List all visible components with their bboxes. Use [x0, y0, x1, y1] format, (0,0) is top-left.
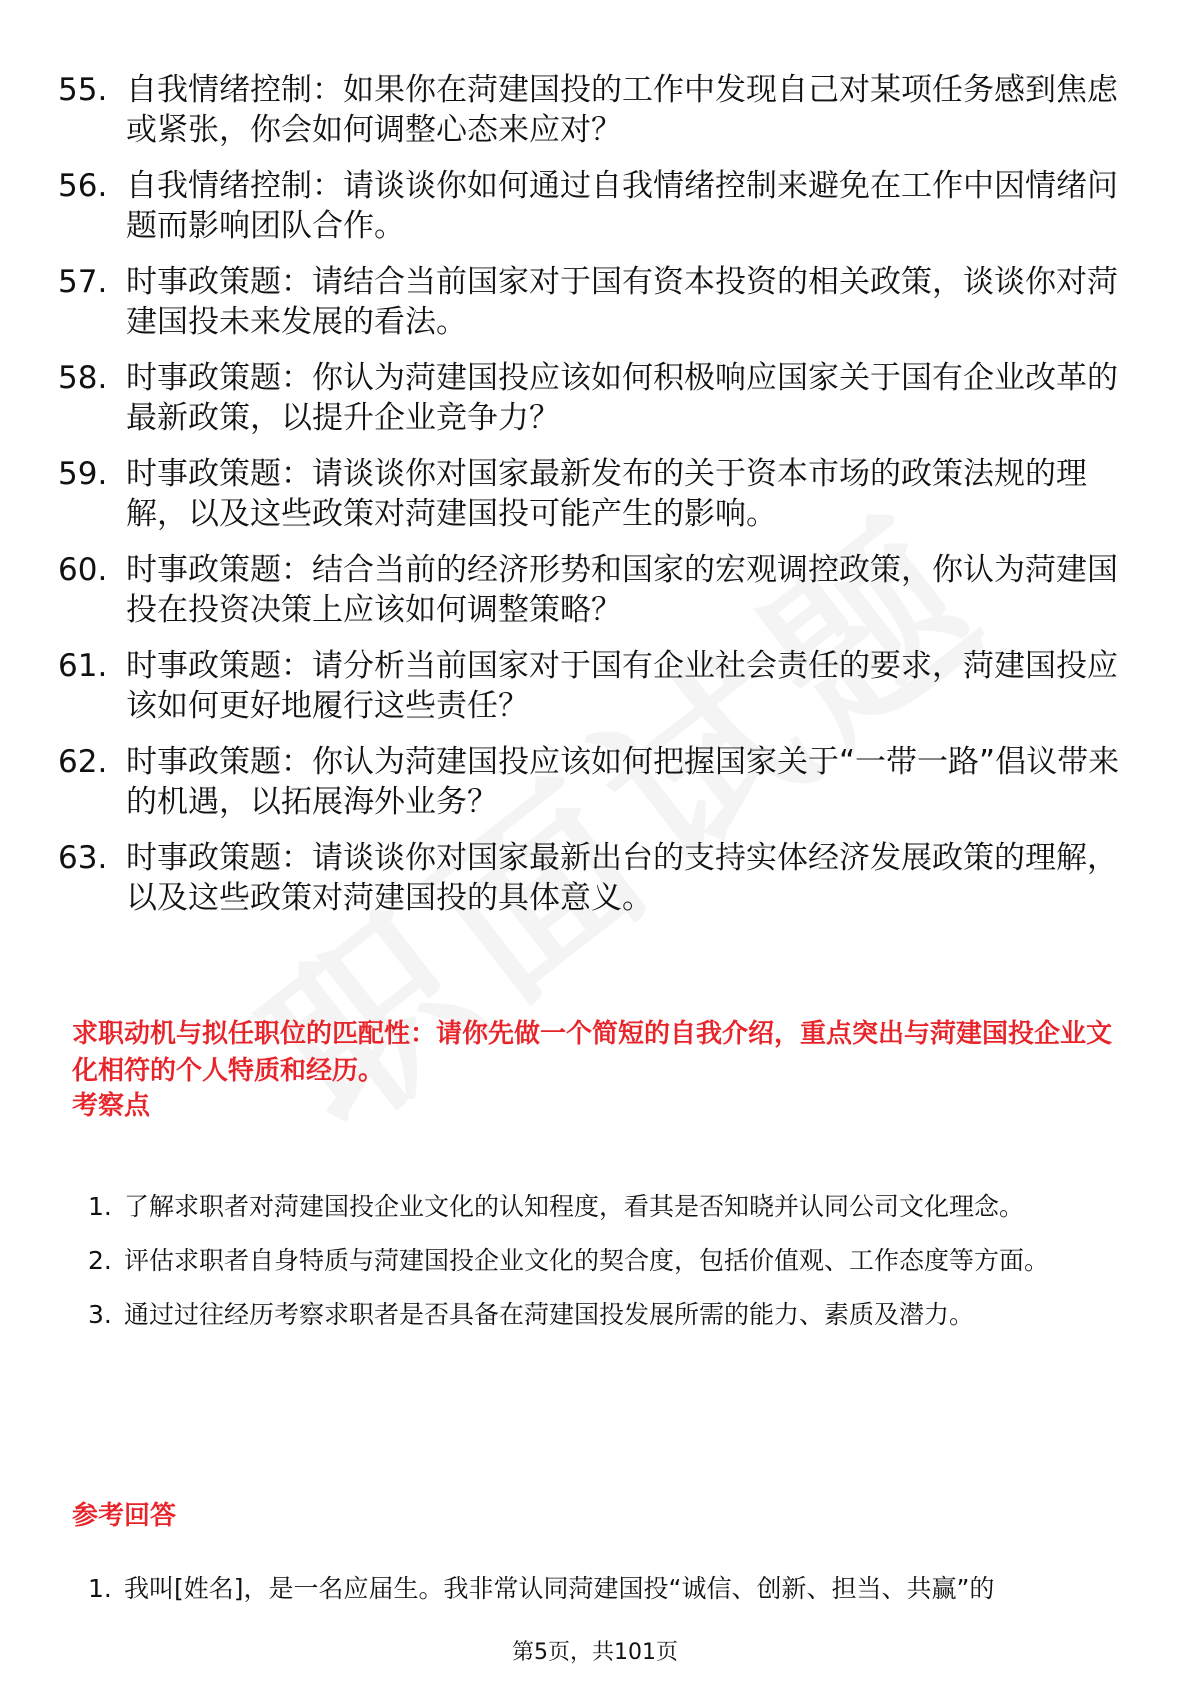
question-text: 时事政策题：你认为菏建国投应该如何积极响应国家关于国有企业改革的最新政策，以提升企业竞争力？: [126, 360, 1118, 436]
list-item-number: 2.: [88, 1246, 112, 1275]
question-number: 57.: [58, 264, 108, 300]
question-text: 时事政策题：请分析当前国家对于国有企业社会责任的要求，菏建国投应该如何更好地履行这些责任？: [126, 648, 1118, 724]
question-item: [0, 742, 1190, 822]
question-item: [0, 262, 1190, 342]
question-text: 时事政策题：请谈谈你对国家最新出台的支持实体经济发展政策的理解，以及这些政策对菏建国投的具体意义。: [126, 840, 1118, 916]
question-number: 56.: [58, 168, 108, 204]
question-item: [0, 646, 1190, 726]
list-item-text: 我叫[姓名]，是一名应届生。我非常认同菏建国投“诚信、创新、担当、共赢”的: [124, 1574, 995, 1603]
section-heading: 求职动机与拟任职位的匹配性：请你先做一个简短的自我介绍，重点突出与菏建国投企业文化相符的个人特质和经历。: [72, 1019, 1113, 1086]
question-text: 自我情绪控制：请谈谈你如何通过自我情绪控制来避免在工作中因情绪问题而影响团队合作。: [126, 168, 1118, 244]
question-number: 60.: [58, 552, 108, 588]
question-text: 时事政策题：请结合当前国家对于国有资本投资的相关政策，谈谈你对菏建国投未来发展的看法。: [126, 264, 1118, 340]
question-item: [0, 358, 1190, 438]
question-number: 63.: [58, 840, 108, 876]
list-item: [0, 1234, 1190, 1288]
question-text: 时事政策题：你认为菏建国投应该如何把握国家关于“一带一路”倡议带来的机遇，以拓展海外业务？: [126, 744, 1120, 820]
question-text: 时事政策题：请谈谈你对国家最新发布的关于资本市场的政策法规的理解，以及这些政策对菏建国投可能产生的影响。: [126, 456, 1087, 532]
question-number: 62.: [58, 744, 108, 780]
question-number: 55.: [58, 72, 108, 108]
list-item: [0, 1180, 1190, 1234]
question-item: [0, 454, 1190, 534]
question-number: 59.: [58, 456, 108, 492]
page-footer: 第5页，共101页: [512, 1640, 678, 1665]
list-item-text: 了解求职者对菏建国投企业文化的认知程度，看其是否知晓并认同公司文化理念。: [124, 1192, 1025, 1221]
question-number: 58.: [58, 360, 108, 396]
list-item-number: 1.: [88, 1192, 112, 1221]
examine-title: 考察点: [72, 1091, 151, 1121]
list-item: [0, 1288, 1190, 1342]
question-text: 时事政策题：结合当前的经济形势和国家的宏观调控政策，你认为菏建国投在投资决策上应该如何调整策略？: [126, 552, 1118, 628]
question-item: [0, 550, 1190, 630]
question-number: 61.: [58, 648, 108, 684]
question-item: [0, 70, 1190, 150]
answer-title: 参考回答: [72, 1501, 177, 1531]
question-list: [0, 70, 1190, 934]
question-item: [0, 166, 1190, 246]
question-text: 自我情绪控制：如果你在菏建国投的工作中发现自己对某项任务感到焦虑或紧张，你会如何调整心态来应对？: [126, 72, 1118, 148]
list-item: [0, 1562, 1190, 1616]
list-item-text: 评估求职者自身特质与菏建国投企业文化的契合度，包括价值观、工作态度等方面。: [124, 1246, 1050, 1275]
list-item-number: 1.: [88, 1574, 112, 1603]
examine-points-list: [0, 1180, 1190, 1342]
question-item: [0, 838, 1190, 918]
answers-list: [0, 1562, 1190, 1616]
list-item-text: 通过过往经历考察求职者是否具备在菏建国投发展所需的能力、素质及潜力。: [124, 1300, 975, 1329]
list-item-number: 3.: [88, 1300, 112, 1329]
